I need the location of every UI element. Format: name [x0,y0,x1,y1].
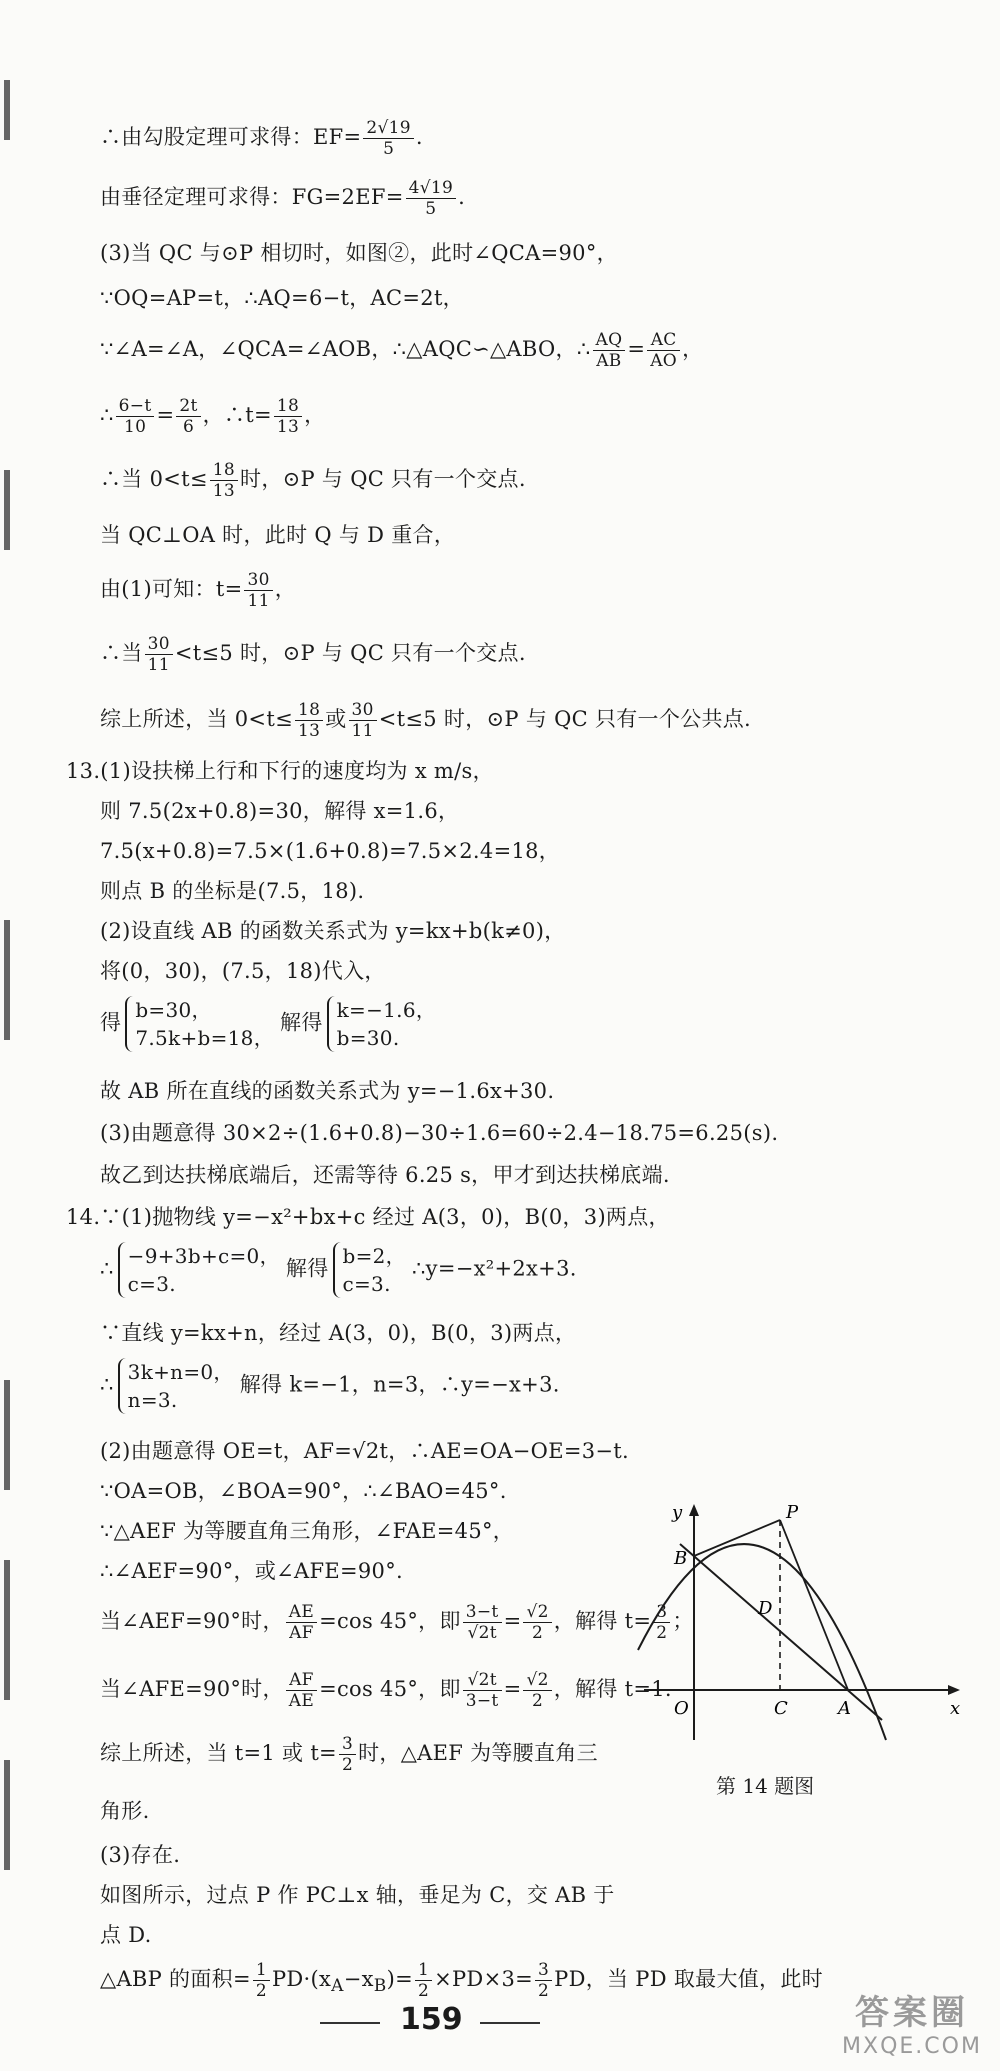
label-y: y [672,1502,683,1523]
text-line: 当 QC⊥OA 时，此时 Q 与 D 重合， [100,523,456,547]
watermark-title: 答案圈 [855,1993,969,2033]
x-axis-arrow-icon [948,1685,960,1695]
text-line: ∵△AEF 为等腰直角三角形，∠FAE=45°， [100,1519,515,1543]
text-line: ∵OQ=AP=t，∴AQ=6−t，AC=2t， [100,286,464,310]
line-ab [680,1544,882,1720]
text-line: 点 D. [100,1923,152,1947]
text-line: ∴当 0<t≤ $\frac{18}{13}$ 时，⊙P 与 QC 只有一个交点. [100,460,526,501]
binding-edge-mark [4,1760,10,1870]
text-line: ∴ −9+3b+c=0， c=3. 解得 b=2， c=3. ∴y=−x²+2x+3. [100,1244,577,1296]
binding-edge-mark [4,1560,10,1700]
text-line: 14.∵(1)抛物线 y=−x²+bx+c 经过 A(3，0)，B(0，3)两点， [66,1205,670,1229]
text-line: 综上所述，当 0<t≤ $\frac{18}{13}$ 或 $\frac{30}{11}$ <t≤5 时，⊙P 与 QC 只有一个公共点. [100,700,752,741]
text-line: (3)当 QC 与⊙P 相切时，如图②，此时∠QCA=90°， [100,241,618,265]
label-a: A [838,1698,851,1719]
text-line: 角形. [100,1799,150,1823]
text-line: ∴∠AEF=90°，或∠AFE=90°. [100,1559,403,1583]
text-line: 则点 B 的坐标是(7.5，18). [100,879,365,903]
text-line: ∴ $\frac{6-t}{10}$ = $\frac{2t}{6}$ ，∴t= $\frac{18}{13}$ ， [100,396,326,437]
y-axis-arrow-icon [689,1504,699,1516]
text-line: (3)由题意得 30×2÷(1.6+0.8)−30÷1.6=60÷2.4−18.75=6.25(s). [100,1121,779,1145]
binding-edge-mark [4,470,10,550]
text-line: (2)设直线 AB 的函数关系式为 y=kx+b(k≠0)， [100,919,566,943]
label-d: D [758,1598,773,1619]
text-line: 如图所示，过点 P 作 PC⊥x 轴，垂足为 C，交 AB 于 [100,1883,615,1907]
binding-edge-mark [4,80,10,140]
text-line: 将(0，30)，(7.5，18)代入， [100,959,386,983]
label-p: P [786,1502,799,1523]
text-line: 当∠AFE=90°时， $\frac{AF}{AE}$ =cos 45°，即 $\frac{√2t}{3-t}$ = $\frac{√2}{2}$ ，解得 t=1. [100,1670,672,1711]
text-line: 当∠AEF=90°时， $\frac{AE}{AF}$ =cos 45°，即 $\frac{3-t}{√2t}$ = $\frac{√2}{2}$ ，解得 t= $\frac{3}{2}$ ； [100,1602,694,1643]
label-x: x [950,1698,961,1719]
text-line: (3)存在. [100,1843,181,1867]
page-number-dash-left [320,2022,380,2024]
text-line: 综上所述，当 t=1 或 t= $\frac{3}{2}$ 时，△AEF 为等腰直角三 [100,1734,598,1775]
page-number: 159 [400,2002,463,2037]
text-line: 13.(1)设扶梯上行和下行的速度均为 x m/s， [66,759,494,783]
page-number-dash-right [480,2022,540,2024]
watermark-logo [832,1985,992,2059]
watermark-url: MXQE.COM [842,2034,982,2059]
figure-caption: 第 14 题图 [716,1774,815,1798]
text-line: ∴ 3k+n=0， n=3. 解得 k=−1，n=3，∴y=−x+3. [100,1360,560,1412]
text-line: ∵∠A=∠A，∠QCA=∠AOB，∴△AQC∽△ABO，∴ $\frac{AQ}{AB}$ = $\frac{AC}{AO}$ ， [100,330,704,371]
label-c: C [774,1698,788,1719]
text-line: 故 AB 所在直线的函数关系式为 y=−1.6x+30. [100,1079,555,1103]
text-line: △ABP 的面积= $\frac{1}{2}$ $PD\cdot(x_A-x_B)=$ $\frac{1}{2}$ ×PD×3= $\frac{3}{2}$ PD，当 PD 取最大值，此时 [100,1960,823,2001]
text-line: 得 b=30， 7.5k+b=18， 解得 k=−1.6， b=30. [100,998,437,1050]
text-line: ∴由勾股定理可求得：EF= $\frac{2√19}{5}$ . [100,118,423,159]
segment-bp [694,1520,780,1556]
text-line: ∵直线 y=kx+n，经过 A(3，0)，B(0，3)两点， [100,1321,577,1345]
binding-edge-mark [4,920,10,1040]
text-line: 7.5(x+0.8)=7.5×(1.6+0.8)=7.5×2.4=18， [100,839,561,863]
label-o: O [674,1698,689,1719]
binding-edge-mark [4,1380,10,1490]
label-b: B [674,1548,688,1569]
text-line: 故乙到达扶梯底端后，还需等待 6.25 s，甲才到达扶梯底端. [100,1163,670,1187]
segment-pa [780,1520,848,1690]
text-line: 由垂径定理可求得：FG=2EF= $\frac{4√19}{5}$ . [100,178,466,219]
figure-14-diagram [624,1490,964,1760]
text-line: 则 7.5(2x+0.8)=30，解得 x=1.6， [100,799,460,823]
text-line: (2)由题意得 OE=t，AF=√2t，∴AE=OA−OE=3−t. [100,1439,629,1463]
text-line: 由(1)可知：t= $\frac{30}{11}$ ， [100,570,297,611]
text-line: ∵OA=OB，∠BOA=90°，∴∠BAO=45°. [100,1479,507,1503]
text-line: ∴当 $\frac{30}{11}$ <t≤5 时，⊙P 与 QC 只有一个交点. [100,634,526,675]
